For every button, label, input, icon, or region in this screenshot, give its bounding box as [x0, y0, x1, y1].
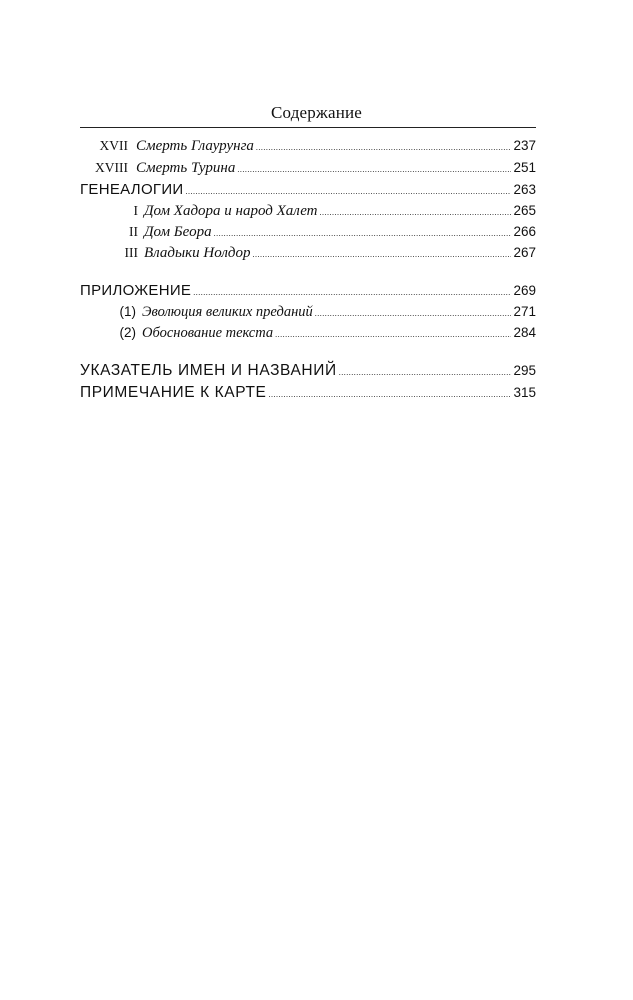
toc-entry-title: Дом Беора: [144, 224, 212, 240]
dot-leader: [186, 187, 512, 196]
dot-leader: [268, 390, 511, 399]
toc-section-title: ПРИЛОЖЕНИЕ: [80, 282, 192, 299]
toc-entry-number: XVIII: [95, 160, 128, 175]
toc-entry-page: 266: [513, 224, 536, 239]
toc-entry-genealogy-3[interactable]: [80, 245, 536, 263]
toc-entry-number: II: [129, 224, 138, 239]
toc-entry-page: 271: [513, 304, 536, 319]
toc-entry-page: 267: [513, 245, 536, 260]
toc-entry-title: Смерть Турина: [136, 160, 236, 176]
toc-entry-title: Дом Хадора и народ Халет: [144, 203, 318, 219]
toc-entry-title: Эволюция великих преданий: [142, 304, 313, 320]
toc-entry-genealogy-1[interactable]: [80, 203, 536, 221]
toc-section-index[interactable]: [80, 362, 536, 380]
toc-entry-appendix-1[interactable]: [80, 304, 536, 322]
dot-leader: [256, 143, 512, 152]
toc-entry-page: 265: [513, 203, 536, 218]
toc-section-title: УКАЗАТЕЛЬ ИМЕН И НАЗВАНИЙ: [80, 362, 337, 379]
header-divider: [80, 127, 536, 128]
toc-entry-page: 251: [513, 160, 536, 175]
toc-section-title: ГЕНЕАЛОГИИ: [80, 181, 184, 198]
toc-section-page: 315: [513, 385, 536, 400]
toc-entry-page: 284: [513, 325, 536, 340]
toc-entry-number: III: [124, 245, 138, 260]
toc-section-title: ПРИМЕЧАНИЕ К КАРТЕ: [80, 384, 267, 401]
toc-entry-page: 237: [513, 138, 536, 153]
dot-leader: [193, 288, 511, 297]
dot-leader: [275, 330, 511, 339]
dot-leader: [339, 368, 512, 377]
toc-entry-title: Обоснование текста: [142, 325, 274, 341]
toc-section-map-note[interactable]: [80, 384, 536, 402]
dot-leader: [237, 165, 511, 174]
toc-section-page: 269: [513, 283, 536, 298]
toc-entry-chapter-18[interactable]: [80, 160, 536, 178]
toc-section-appendix[interactable]: [80, 282, 536, 300]
toc-entry-number: (2): [119, 325, 136, 340]
toc-section-genealogies[interactable]: [80, 181, 536, 199]
toc-section-page: 295: [513, 363, 536, 378]
toc-entry-number: XVII: [99, 138, 128, 153]
page-title: Содержание: [270, 103, 363, 122]
toc-entry-title: Владыки Нолдор: [144, 245, 251, 261]
toc-entry-chapter-17[interactable]: [80, 138, 536, 156]
toc-entry-number: (1): [119, 304, 136, 319]
toc-entry-number: I: [133, 203, 138, 218]
toc-section-page: 263: [513, 182, 536, 197]
toc-entry-appendix-2[interactable]: [80, 325, 536, 343]
toc-entry-genealogy-2[interactable]: [80, 224, 536, 242]
dot-leader: [253, 250, 512, 259]
toc-entry-title: Смерть Глаурунга: [136, 138, 254, 154]
dot-leader: [315, 309, 512, 318]
dot-leader: [320, 208, 512, 217]
dot-leader: [214, 229, 512, 238]
